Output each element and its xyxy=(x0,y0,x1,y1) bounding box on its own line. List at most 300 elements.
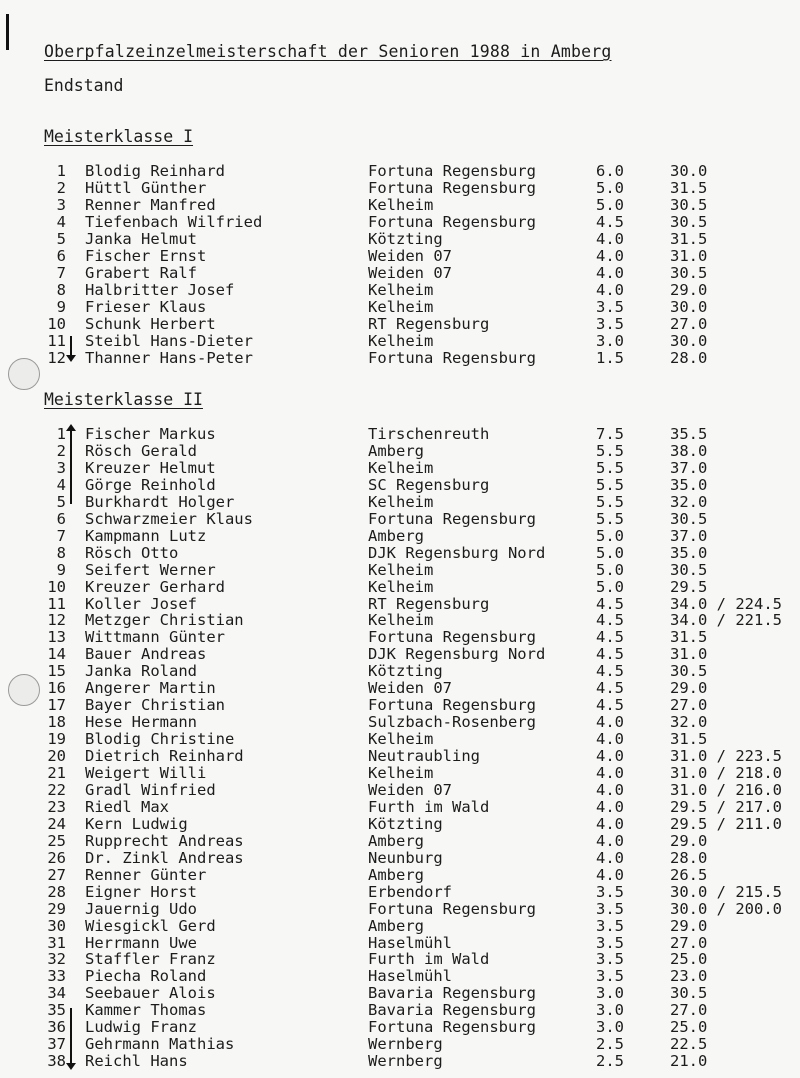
points-cell: 5.0 xyxy=(596,196,624,214)
points-cell: 3.5 xyxy=(596,315,624,333)
club-cell: Fortuna Regensburg xyxy=(368,696,536,715)
name-cell: Gradl Winfried xyxy=(85,780,216,799)
tiebreak-cell: 25.0 xyxy=(670,1018,708,1037)
rank-cell: 9 xyxy=(56,560,66,579)
relegation-arrow-icon xyxy=(70,336,72,358)
name-cell: Bauer Andreas xyxy=(85,645,207,664)
points-cell: 3.5 xyxy=(596,298,624,316)
points-cell: 4.0 xyxy=(596,230,624,248)
rank-cell: 3 xyxy=(56,458,66,477)
rank-cell: 22 xyxy=(47,780,66,799)
table-row xyxy=(0,663,800,680)
tiebreak-cell: 30.5 xyxy=(670,196,708,214)
tiebreak-cell: 31.5 xyxy=(670,628,708,647)
tiebreak-cell: 30.0 / 215.5 xyxy=(670,882,782,901)
name-cell: Eigner Horst xyxy=(85,882,197,901)
club-cell: RT Regensburg xyxy=(368,594,490,613)
rank-cell: 9 xyxy=(56,298,66,316)
points-cell: 6.0 xyxy=(596,162,624,180)
tiebreak-cell: 31.0 / 223.5 xyxy=(670,747,782,766)
name-cell: Fischer Markus xyxy=(85,425,216,443)
table-row xyxy=(0,799,800,816)
club-cell: Weiden 07 xyxy=(368,679,452,698)
points-cell: 5.5 xyxy=(596,509,624,528)
rank-cell: 1 xyxy=(56,425,66,443)
club-cell: Kötzting xyxy=(368,230,443,248)
name-cell: Frieser Klaus xyxy=(85,298,207,316)
rank-cell: 4 xyxy=(56,475,66,494)
club-cell: Bavaria Regensburg xyxy=(368,1001,536,1020)
table-row xyxy=(0,1019,800,1036)
tiebreak-cell: 30.0 xyxy=(670,162,708,180)
table-row xyxy=(0,562,800,579)
table-row xyxy=(0,350,800,367)
rank-cell: 16 xyxy=(47,679,66,698)
club-cell: Tirschenreuth xyxy=(368,425,490,443)
name-cell: Halbritter Josef xyxy=(85,281,235,299)
name-cell: Kern Ludwig xyxy=(85,814,188,833)
points-cell: 4.5 xyxy=(596,213,624,231)
name-cell: Blodig Reinhard xyxy=(85,162,225,180)
points-cell: 5.5 xyxy=(596,492,624,511)
tiebreak-cell: 31.0 xyxy=(670,247,708,265)
table-row xyxy=(0,918,800,935)
tiebreak-cell: 37.0 xyxy=(670,526,708,545)
rank-cell: 1 xyxy=(56,162,66,180)
points-cell: 5.0 xyxy=(596,543,624,562)
tiebreak-cell: 30.0 xyxy=(670,332,708,350)
table-row xyxy=(0,884,800,901)
tiebreak-cell: 21.0 xyxy=(670,1052,708,1071)
rank-cell: 5 xyxy=(56,230,66,248)
rank-cell: 11 xyxy=(47,332,66,350)
table-row xyxy=(0,1002,800,1019)
club-cell: Erbendorf xyxy=(368,882,452,901)
tiebreak-cell: 34.0 / 224.5 xyxy=(670,594,782,613)
points-cell: 2.5 xyxy=(596,1035,624,1054)
tiebreak-cell: 31.5 xyxy=(670,230,708,248)
document-title: Oberpfalzeinzelmeisterschaft der Senioren 1988 in Amberg xyxy=(44,42,612,61)
name-cell: Schunk Herbert xyxy=(85,315,216,333)
table-row xyxy=(0,968,800,985)
table-row xyxy=(0,180,800,197)
promotion-arrow-icon xyxy=(70,428,72,504)
name-cell: Hüttl Günther xyxy=(85,179,207,197)
tiebreak-cell: 28.0 xyxy=(670,848,708,867)
tiebreak-cell: 30.0 / 200.0 xyxy=(670,899,782,918)
table-row xyxy=(0,1036,800,1053)
tiebreak-cell: 31.5 xyxy=(670,730,708,749)
name-cell: Renner Manfred xyxy=(85,196,216,214)
name-cell: Kammer Thomas xyxy=(85,1001,207,1020)
table-row xyxy=(0,951,800,968)
rank-cell: 37 xyxy=(47,1035,66,1054)
rank-cell: 5 xyxy=(56,492,66,511)
points-cell: 4.0 xyxy=(596,865,624,884)
club-cell: Bavaria Regensburg xyxy=(368,984,536,1003)
name-cell: Seebauer Alois xyxy=(85,984,216,1003)
club-cell: DJK Regensburg Nord xyxy=(368,645,546,664)
table-row xyxy=(0,197,800,214)
rank-cell: 24 xyxy=(47,814,66,833)
tiebreak-cell: 35.5 xyxy=(670,425,708,443)
points-cell: 3.5 xyxy=(596,899,624,918)
table-row xyxy=(0,748,800,765)
name-cell: Schwarzmeier Klaus xyxy=(85,509,253,528)
rank-cell: 2 xyxy=(56,441,66,460)
club-cell: Kelheim xyxy=(368,458,434,477)
rank-cell: 29 xyxy=(47,899,66,918)
points-cell: 5.5 xyxy=(596,458,624,477)
club-cell: Haselmühl xyxy=(368,933,452,952)
points-cell: 1.5 xyxy=(596,349,624,367)
tiebreak-cell: 23.0 xyxy=(670,967,708,986)
name-cell: Burkhardt Holger xyxy=(85,492,235,511)
table-row xyxy=(0,265,800,282)
name-cell: Janka Roland xyxy=(85,662,197,681)
relegation-arrow-icon xyxy=(70,1008,72,1066)
points-cell: 3.0 xyxy=(596,332,624,350)
name-cell: Tiefenbach Wilfried xyxy=(85,213,263,231)
table-row xyxy=(0,494,800,511)
name-cell: Seifert Werner xyxy=(85,560,216,579)
club-cell: Wernberg xyxy=(368,1035,443,1054)
name-cell: Janka Helmut xyxy=(85,230,197,248)
points-cell: 4.5 xyxy=(596,628,624,647)
name-cell: Fischer Ernst xyxy=(85,247,207,265)
rank-cell: 23 xyxy=(47,797,66,816)
points-cell: 5.0 xyxy=(596,577,624,596)
club-cell: Weiden 07 xyxy=(368,780,452,799)
points-cell: 4.0 xyxy=(596,713,624,732)
points-cell: 4.5 xyxy=(596,594,624,613)
name-cell: Herrmann Uwe xyxy=(85,933,197,952)
points-cell: 4.0 xyxy=(596,730,624,749)
club-cell: Fortuna Regensburg xyxy=(368,509,536,528)
name-cell: Steibl Hans-Dieter xyxy=(85,332,253,350)
rank-cell: 2 xyxy=(56,179,66,197)
points-cell: 5.0 xyxy=(596,526,624,545)
table-row xyxy=(0,528,800,545)
club-cell: Kelheim xyxy=(368,492,434,511)
name-cell: Reichl Hans xyxy=(85,1052,188,1071)
table-row xyxy=(0,935,800,952)
tiebreak-cell: 27.0 xyxy=(670,933,708,952)
club-cell: Kelheim xyxy=(368,730,434,749)
rank-cell: 34 xyxy=(47,984,66,1003)
tiebreak-cell: 32.0 xyxy=(670,492,708,511)
points-cell: 4.0 xyxy=(596,814,624,833)
points-cell: 3.0 xyxy=(596,1001,624,1020)
name-cell: Görge Reinhold xyxy=(85,475,216,494)
points-cell: 5.5 xyxy=(596,475,624,494)
tiebreak-cell: 27.0 xyxy=(670,696,708,715)
club-cell: Kelheim xyxy=(368,298,434,316)
tiebreak-cell: 29.5 xyxy=(670,577,708,596)
club-cell: Kelheim xyxy=(368,560,434,579)
name-cell: Kreuzer Helmut xyxy=(85,458,216,477)
table-row xyxy=(0,1053,800,1070)
rank-cell: 11 xyxy=(47,594,66,613)
tiebreak-cell: 30.5 xyxy=(670,213,708,231)
tiebreak-cell: 27.0 xyxy=(670,315,708,333)
table-row xyxy=(0,316,800,333)
points-cell: 4.0 xyxy=(596,831,624,850)
tiebreak-cell: 32.0 xyxy=(670,713,708,732)
rank-cell: 4 xyxy=(56,213,66,231)
table-row xyxy=(0,333,800,350)
table-row xyxy=(0,443,800,460)
rank-cell: 12 xyxy=(47,611,66,630)
name-cell: Dr. Zinkl Andreas xyxy=(85,848,244,867)
club-cell: Amberg xyxy=(368,865,424,884)
points-cell: 4.5 xyxy=(596,662,624,681)
table-row xyxy=(0,714,800,731)
points-cell: 4.5 xyxy=(596,611,624,630)
club-cell: RT Regensburg xyxy=(368,315,490,333)
points-cell: 3.5 xyxy=(596,967,624,986)
points-cell: 3.5 xyxy=(596,933,624,952)
rank-cell: 25 xyxy=(47,831,66,850)
tiebreak-cell: 22.5 xyxy=(670,1035,708,1054)
rank-cell: 19 xyxy=(47,730,66,749)
points-cell: 4.5 xyxy=(596,696,624,715)
rank-cell: 20 xyxy=(47,747,66,766)
table-row xyxy=(0,477,800,494)
rank-cell: 14 xyxy=(47,645,66,664)
name-cell: Kampmann Lutz xyxy=(85,526,207,545)
table-row xyxy=(0,731,800,748)
club-cell: Fortuna Regensburg xyxy=(368,179,536,197)
table-row xyxy=(0,985,800,1002)
points-cell: 5.0 xyxy=(596,560,624,579)
rank-cell: 31 xyxy=(47,933,66,952)
tiebreak-cell: 29.0 xyxy=(670,916,708,935)
table-row xyxy=(0,596,800,613)
name-cell: Metzger Christian xyxy=(85,611,244,630)
club-cell: Amberg xyxy=(368,831,424,850)
club-cell: Furth im Wald xyxy=(368,950,490,969)
table-row xyxy=(0,511,800,528)
points-cell: 3.0 xyxy=(596,1018,624,1037)
club-cell: Fortuna Regensburg xyxy=(368,899,536,918)
club-cell: Fortuna Regensburg xyxy=(368,628,536,647)
tiebreak-cell: 28.0 xyxy=(670,349,708,367)
club-cell: Fortuna Regensburg xyxy=(368,162,536,180)
points-cell: 3.5 xyxy=(596,950,624,969)
table-row xyxy=(0,850,800,867)
table-row xyxy=(0,765,800,782)
name-cell: Koller Josef xyxy=(85,594,197,613)
name-cell: Wiesgickl Gerd xyxy=(85,916,216,935)
club-cell: DJK Regensburg Nord xyxy=(368,543,546,562)
points-cell: 7.5 xyxy=(596,425,624,443)
name-cell: Blodig Christine xyxy=(85,730,235,749)
club-cell: Wernberg xyxy=(368,1052,443,1071)
rank-cell: 32 xyxy=(47,950,66,969)
club-cell: SC Regensburg xyxy=(368,475,490,494)
table-row xyxy=(0,163,800,180)
table-row xyxy=(0,612,800,629)
points-cell: 2.5 xyxy=(596,1052,624,1071)
tiebreak-cell: 29.0 xyxy=(670,281,708,299)
points-cell: 4.0 xyxy=(596,848,624,867)
tiebreak-cell: 35.0 xyxy=(670,543,708,562)
tiebreak-cell: 31.0 xyxy=(670,645,708,664)
rank-cell: 28 xyxy=(47,882,66,901)
rank-cell: 3 xyxy=(56,196,66,214)
club-cell: Neunburg xyxy=(368,848,443,867)
name-cell: Weigert Willi xyxy=(85,764,207,782)
tiebreak-cell: 38.0 xyxy=(670,441,708,460)
rank-cell: 8 xyxy=(56,281,66,299)
rank-cell: 21 xyxy=(47,764,66,782)
name-cell: Gehrmann Mathias xyxy=(85,1035,235,1054)
name-cell: Dietrich Reinhard xyxy=(85,747,244,766)
club-cell: Amberg xyxy=(368,441,424,460)
club-cell: Kelheim xyxy=(368,764,434,782)
club-cell: Sulzbach-Rosenberg xyxy=(368,713,536,732)
name-cell: Grabert Ralf xyxy=(85,264,197,282)
rank-cell: 33 xyxy=(47,967,66,986)
tiebreak-cell: 31.0 / 216.0 xyxy=(670,780,782,799)
club-cell: Haselmühl xyxy=(368,967,452,986)
club-cell: Furth im Wald xyxy=(368,797,490,816)
points-cell: 4.0 xyxy=(596,797,624,816)
club-cell: Amberg xyxy=(368,916,424,935)
rank-cell: 18 xyxy=(47,713,66,732)
tiebreak-cell: 29.5 / 217.0 xyxy=(670,797,782,816)
table-row xyxy=(0,901,800,918)
points-cell: 3.5 xyxy=(596,882,624,901)
table-row xyxy=(0,248,800,265)
rank-cell: 6 xyxy=(56,509,66,528)
club-cell: Kötzting xyxy=(368,814,443,833)
club-cell: Kelheim xyxy=(368,281,434,299)
tiebreak-cell: 31.0 / 218.0 xyxy=(670,764,782,782)
name-cell: Wittmann Günter xyxy=(85,628,225,647)
points-cell: 4.5 xyxy=(596,645,624,664)
club-cell: Kelheim xyxy=(368,611,434,630)
name-cell: Rupprecht Andreas xyxy=(85,831,244,850)
tiebreak-cell: 29.5 / 211.0 xyxy=(670,814,782,833)
points-cell: 4.0 xyxy=(596,747,624,766)
name-cell: Ludwig Franz xyxy=(85,1018,197,1037)
table-row xyxy=(0,299,800,316)
name-cell: Piecha Roland xyxy=(85,967,207,986)
points-cell: 4.0 xyxy=(596,281,624,299)
rank-cell: 27 xyxy=(47,865,66,884)
points-cell: 3.0 xyxy=(596,984,624,1003)
name-cell: Jauernig Udo xyxy=(85,899,197,918)
name-cell: Angerer Martin xyxy=(85,679,216,698)
rank-cell: 36 xyxy=(47,1018,66,1037)
tiebreak-cell: 35.0 xyxy=(670,475,708,494)
table-row xyxy=(0,231,800,248)
tiebreak-cell: 30.5 xyxy=(670,560,708,579)
name-cell: Riedl Max xyxy=(85,797,169,816)
rank-cell: 6 xyxy=(56,247,66,265)
table-row xyxy=(0,629,800,646)
club-cell: Kelheim xyxy=(368,577,434,596)
tiebreak-cell: 30.0 xyxy=(670,298,708,316)
table-row xyxy=(0,833,800,850)
points-cell: 4.0 xyxy=(596,247,624,265)
name-cell: Rösch Gerald xyxy=(85,441,197,460)
table-row xyxy=(0,816,800,833)
club-cell: Fortuna Regensburg xyxy=(368,349,536,367)
name-cell: Bayer Christian xyxy=(85,696,225,715)
club-cell: Fortuna Regensburg xyxy=(368,1018,536,1037)
tiebreak-cell: 30.5 xyxy=(670,984,708,1003)
name-cell: Kreuzer Gerhard xyxy=(85,577,225,596)
table-row xyxy=(0,680,800,697)
club-cell: Amberg xyxy=(368,526,424,545)
points-cell: 4.5 xyxy=(596,679,624,698)
rank-cell: 7 xyxy=(56,526,66,545)
table-row xyxy=(0,867,800,884)
rank-cell: 30 xyxy=(47,916,66,935)
club-cell: Weiden 07 xyxy=(368,264,452,282)
table-row xyxy=(0,545,800,562)
tiebreak-cell: 29.0 xyxy=(670,679,708,698)
tiebreak-cell: 25.0 xyxy=(670,950,708,969)
tiebreak-cell: 30.5 xyxy=(670,662,708,681)
rank-cell: 7 xyxy=(56,264,66,282)
table-row xyxy=(0,782,800,799)
tiebreak-cell: 30.5 xyxy=(670,264,708,282)
document-subtitle: Endstand xyxy=(44,76,124,95)
tiebreak-cell: 26.5 xyxy=(670,865,708,884)
club-cell: Kelheim xyxy=(368,196,434,214)
rank-cell: 17 xyxy=(47,696,66,715)
tiebreak-cell: 34.0 / 221.5 xyxy=(670,611,782,630)
rank-cell: 13 xyxy=(47,628,66,647)
margin-mark xyxy=(6,14,9,50)
table-row xyxy=(0,460,800,477)
section-title: Meisterklasse I xyxy=(44,127,194,146)
tiebreak-cell: 30.5 xyxy=(670,509,708,528)
club-cell: Kelheim xyxy=(368,332,434,350)
name-cell: Hese Hermann xyxy=(85,713,197,732)
rank-cell: 8 xyxy=(56,543,66,562)
club-cell: Kötzting xyxy=(368,662,443,681)
rank-cell: 26 xyxy=(47,848,66,867)
points-cell: 4.0 xyxy=(596,780,624,799)
rank-cell: 35 xyxy=(47,1001,66,1020)
club-cell: Neutraubling xyxy=(368,747,480,766)
points-cell: 5.0 xyxy=(596,179,624,197)
name-cell: Thanner Hans-Peter xyxy=(85,349,253,367)
table-row xyxy=(0,214,800,231)
table-row xyxy=(0,579,800,596)
name-cell: Rösch Otto xyxy=(85,543,179,562)
rank-cell: 15 xyxy=(47,662,66,681)
points-cell: 4.0 xyxy=(596,764,624,782)
rank-cell: 10 xyxy=(47,577,66,596)
rank-cell: 38 xyxy=(47,1052,66,1071)
table-row xyxy=(0,282,800,299)
club-cell: Weiden 07 xyxy=(368,247,452,265)
table-row xyxy=(0,697,800,714)
tiebreak-cell: 27.0 xyxy=(670,1001,708,1020)
points-cell: 5.5 xyxy=(596,441,624,460)
name-cell: Renner Günter xyxy=(85,865,207,884)
points-cell: 4.0 xyxy=(596,264,624,282)
rank-cell: 10 xyxy=(47,315,66,333)
tiebreak-cell: 29.0 xyxy=(670,831,708,850)
tiebreak-cell: 37.0 xyxy=(670,458,708,477)
